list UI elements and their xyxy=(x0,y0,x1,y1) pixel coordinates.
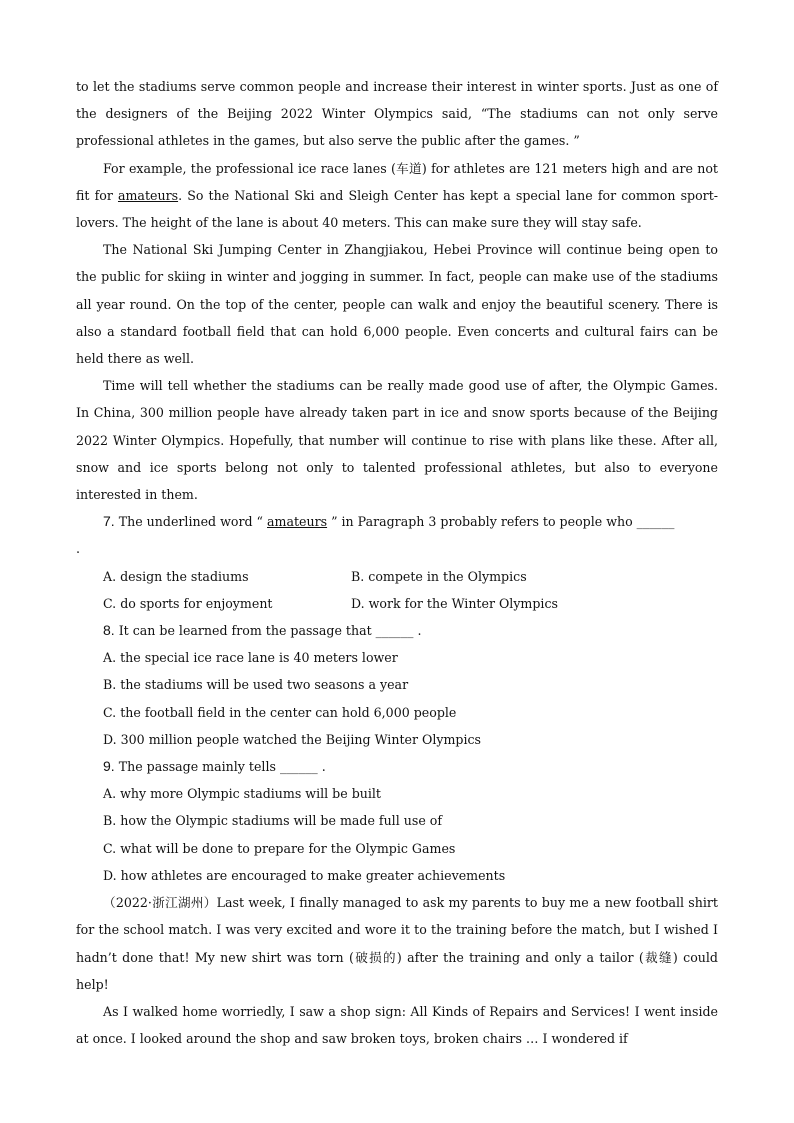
passage1-p1-text-a: For example, the professional ice race lanes (车道) for athletes are 121 meters high and are not fit for xyxy=(76,160,718,203)
question-7-option-a: A. design the stadiums xyxy=(103,568,249,584)
question-7-stem xyxy=(76,508,718,535)
question-9-option-b: B. how the Olympic stadiums will be made full use of xyxy=(103,813,443,829)
question-7-number: 7. xyxy=(103,513,115,530)
question-7-option-d: D. work for the Winter Olympics xyxy=(351,595,558,611)
passage2-paragraph-0: （2022·浙江湖州）Last week, I finally managed to ask my parents to buy me a new football shirt for the school match. I was very excited and wore it to the training before the match, but I wished I hadn’t done that! My new shirt was torn (破损的) after the training and only a tailor (裁缝) could help! xyxy=(76,895,718,992)
passage2-paragraph-1: As I walked home worriedly, I saw a shop sign: All Kinds of Repairs and Services! I went inside at once. I looked around the shop and saw broken toys, broken chairs … I wondered if xyxy=(76,1003,718,1047)
question-7-underlined-word: amateurs xyxy=(267,514,328,530)
question-7-option-c: C. do sports for enjoyment xyxy=(103,595,273,611)
question-8-option-c: C. the football field in the center can hold 6,000 people xyxy=(103,704,457,720)
question-9-option-a: A. why more Olympic stadiums will be built xyxy=(103,786,381,802)
question-8-stem xyxy=(76,617,718,644)
question-7-options-row-2 xyxy=(76,590,718,617)
page-content xyxy=(76,73,718,1052)
passage1-p1-text-b: . So the National Ski and Sleigh Center has kept a special lane for common sport-lovers. The height of the lane is about 40 meters. This can make sure they will stay safe. xyxy=(76,187,719,231)
question-7-stem-end: . xyxy=(76,541,81,557)
question-9-number: 9. xyxy=(103,758,115,775)
passage1-paragraph-1 xyxy=(76,155,718,237)
question-8-option-d: D. 300 million people watched the Beijing Winter Olympics xyxy=(103,731,482,747)
passage1-paragraph-2: The National Ski Jumping Center in Zhangjiakou, Hebei Province will continue being open to the public for skiing in winter and jogging in summer. In fact, people can make use of the stadiums all year round. On the top of the center, people can walk and enjoy the beautiful scenery. There is also a standard football field that can hold 6,000 people. Even concerts and cultural fairs can be held there as well. xyxy=(76,242,718,367)
question-7-options-row-1 xyxy=(76,563,718,590)
question-9-option-d: D. how athletes are encouraged to make greater achievements xyxy=(103,867,506,883)
passage1-paragraph-3: Time will tell whether the stadiums can be really made good use of after, the Olympic Games. In China, 300 million people have already taken part in ice and snow sports because of the Beijing 2022 Winter Olympics. Hopefully, that number will continue to rise with plans like these. After all, snow and ice sports belong not only to talented professional athletes, but also to everyone interested in them. xyxy=(76,378,718,503)
question-9-stem xyxy=(76,753,718,780)
question-8-text: It can be learned from the passage that ______ . xyxy=(114,623,422,639)
question-8-number: 8. xyxy=(103,622,115,639)
question-7-option-b: B. compete in the Olympics xyxy=(351,568,527,584)
passage1-paragraph-0: to let the stadiums serve common people and increase their interest in winter sports. Just as one of the designers of the Beijing 2022 Winter Olympics said, “The stadiums can not only serve professional athletes in the games, but also serve the public after the games. ” xyxy=(76,79,718,149)
question-9-text: The passage mainly tells ______ . xyxy=(114,759,326,775)
question-8-option-b: B. the stadiums will be used two seasons a year xyxy=(103,677,409,693)
question-7-text-a: The underlined word “ xyxy=(114,514,267,530)
question-9-option-c: C. what will be done to prepare for the Olympic Games xyxy=(103,840,456,856)
question-8-option-a: A. the special ice race lane is 40 meters lower xyxy=(103,650,398,666)
underlined-word-amateurs: amateurs xyxy=(117,187,179,203)
question-7-text-b: ” in Paragraph 3 probably refers to people who ______ xyxy=(327,514,675,530)
